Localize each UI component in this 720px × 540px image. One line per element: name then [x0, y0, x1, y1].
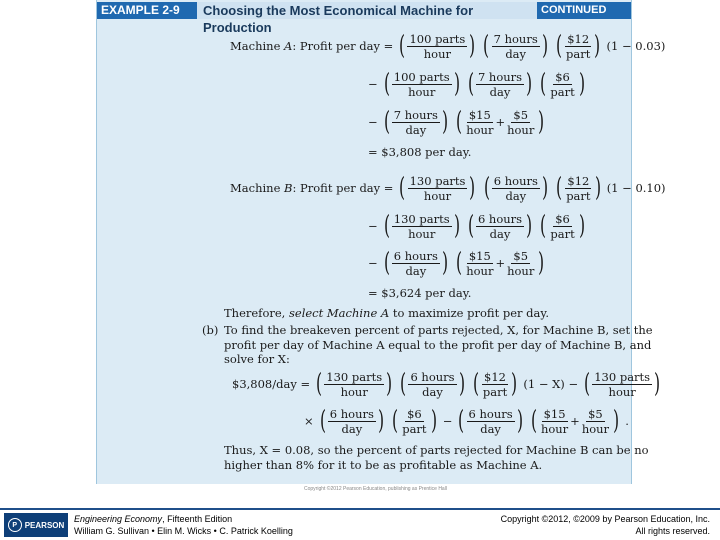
machine-a-line-3: − ( $\frac{\text{7 hours}}{\text{day}}$ ) ( $\frac{\$15}{\text{hour}}$ + $\frac{\$5}{\text{hour}}$ ) [368, 107, 545, 137]
fraction: $\frac{\text{130 parts}}{\text{hour}}$ [409, 173, 466, 203]
example-header [97, 2, 631, 35]
fraction: $\frac{\text{7 hours}}{\text{day}}$ [493, 31, 538, 61]
reject-factor: (1 − 0.03) [606, 39, 666, 53]
fraction: $\frac{\text{130 parts}}{\text{hour}}$ [393, 211, 450, 241]
fraction: $\frac{\$5}{\text{hour}}$ [581, 406, 610, 436]
fraction: $\frac{\text{130 parts}}{\text{hour}}$ [326, 369, 383, 399]
continued-label: CONTINUED [541, 4, 607, 16]
fraction: $\frac{\$15}{\text{hour}}$ [466, 248, 494, 278]
breakeven-line-1: $3,808/day = ( $\frac{\text{130 parts}}{\text{hour}}$ ) ( $\frac{\text{6 hours}}{\text{day}}$ ) ( $\frac{\$12}{\text{part}}$ ) (1 − X) − ( $\frac{\text{130 parts}}{\text{hour}}$ ) [232, 369, 661, 399]
book-authors: William G. Sullivan • Elin M. Wicks • C. Patrick Koelling [74, 526, 293, 536]
fraction: $\frac{\$15}{\text{hour}}$ [540, 406, 569, 436]
example-title: Choosing the Most Economical Machine for Production [197, 2, 537, 19]
pearson-logo: P PEARSON [4, 513, 68, 537]
fraction: $\frac{\text{130 parts}}{\text{hour}}$ [594, 369, 651, 399]
example-label: EXAMPLE 2-9 [97, 2, 195, 19]
machine-a-line-1: Machine A: Profit per day = ( $\frac{\text{100 parts}}{\text{hour}}$ ) ( $\frac{\text{7 hours}}{\text{day}}$ ) ( $\frac{\$12}{\text{part}}$ ) (1 − 0.03) [230, 31, 666, 61]
footer-copyright: Copyright ©2012, ©2009 by Pearson Education, Inc. All rights reserved. [500, 514, 710, 536]
fraction: $\frac{\text{6 hours}}{\text{day}}$ [410, 369, 455, 399]
fraction: $\frac{\text{7 hours}}{\text{day}}$ [393, 107, 438, 137]
fraction: $\frac{\$5}{\text{hour}}$ [507, 248, 535, 278]
footer-book-info: Engineering Economy, Fifteenth Edition William G. Sullivan • Elin M. Wicks • C. Patrick Koelling [74, 514, 293, 536]
pearson-mark-icon: P [8, 518, 22, 532]
fraction: $\frac{\text{6 hours}}{\text{day}}$ [468, 406, 513, 436]
fraction: $\frac{\$15}{\text{hour}}$ [466, 107, 494, 137]
breakeven-line-2: × ( $\frac{\text{6 hours}}{\text{day}}$ ) ( $\frac{\$6}{\text{part}}$ ) − ( $\frac{\text{6 hours}}{\text{day}}$ ) ( $\frac{\$15}{\text{hour}}$ + $\frac{\$5}{\text{hour}}$ ) . [304, 406, 629, 436]
fraction: $\frac{\text{6 hours}}{\text{day}}$ [393, 248, 438, 278]
fraction: $\frac{\$12}{\text{part}}$ [482, 369, 508, 399]
machine-b-line-3: − ( $\frac{\text{6 hours}}{\text{day}}$ ) ( $\frac{\$15}{\text{hour}}$ + $\frac{\$5}{\text{hour}}$ ) [368, 248, 545, 278]
fraction: $\frac{\text{7 hours}}{\text{day}}$ [477, 69, 523, 99]
fraction: $\frac{\$5}{\text{hour}}$ [507, 107, 535, 137]
reject-factor: (1 − 0.10) [606, 181, 666, 195]
fraction: $\frac{\text{6 hours}}{\text{day}}$ [477, 211, 523, 241]
fraction: $\frac{\text{100 parts}}{\text{hour}}$ [409, 31, 466, 61]
book-title: Engineering Economy [74, 514, 163, 524]
fraction: $\frac{\$6}{\text{part}}$ [550, 211, 575, 241]
fraction: $\frac{\$6}{\text{part}}$ [550, 69, 575, 99]
machine-b-line-2: − ( $\frac{\text{130 parts}}{\text{hour}}$ ) ( $\frac{\text{6 hours}}{\text{day}}$ ) ( $\frac{\$6}{\text{part}}$ ) [368, 211, 585, 241]
machine-a-label: Machine A: Profit per day = [230, 39, 394, 53]
part-b-text: To find the breakeven percent of parts rejected, X, for Machine B, set the profit per day of Machine A equal to the profit per day of Machine B, and solve for X: [224, 323, 653, 366]
therefore-statement: Therefore, select Machine A to maximize profit per day. [224, 306, 550, 320]
fraction: $\frac{\text{100 parts}}{\text{hour}}$ [393, 69, 450, 99]
conclusion-text: Thus, X = 0.08, so the percent of parts rejected for Machine B can be no higher than 8% for it to be as profitable as Machine A. [224, 443, 649, 472]
fraction: $\frac{\$6}{\text{part}}$ [402, 406, 427, 436]
machine-b-result: = $3,624 per day. [368, 286, 472, 300]
fraction: $\frac{\text{6 hours}}{\text{day}}$ [329, 406, 374, 436]
footer-divider [0, 508, 720, 510]
fraction: $\frac{\$12}{\text{part}}$ [566, 31, 591, 61]
figure-copyright: Copyright ©2012 Pearson Education, publishing as Prentice Hall [304, 486, 447, 492]
machine-b-line-1: Machine B: Profit per day = ( $\frac{\text{130 parts}}{\text{hour}}$ ) ( $\frac{\text{6 hours}}{\text{day}}$ ) ( $\frac{\$12}{\text{part}}$ ) (1 − 0.10) [230, 173, 666, 203]
machine-a-result: = $3,808 per day. [368, 145, 472, 159]
part-b-label: (b) [202, 323, 219, 337]
machine-b-label: Machine B: Profit per day = [230, 181, 394, 195]
fraction: $\frac{\text{6 hours}}{\text{day}}$ [493, 173, 538, 203]
fraction: $\frac{\$12}{\text{part}}$ [566, 173, 591, 203]
machine-a-line-2: − ( $\frac{\text{100 parts}}{\text{hour}}$ ) ( $\frac{\text{7 hours}}{\text{day}}$ ) ( $\frac{\$6}{\text{part}}$ ) [368, 69, 585, 99]
